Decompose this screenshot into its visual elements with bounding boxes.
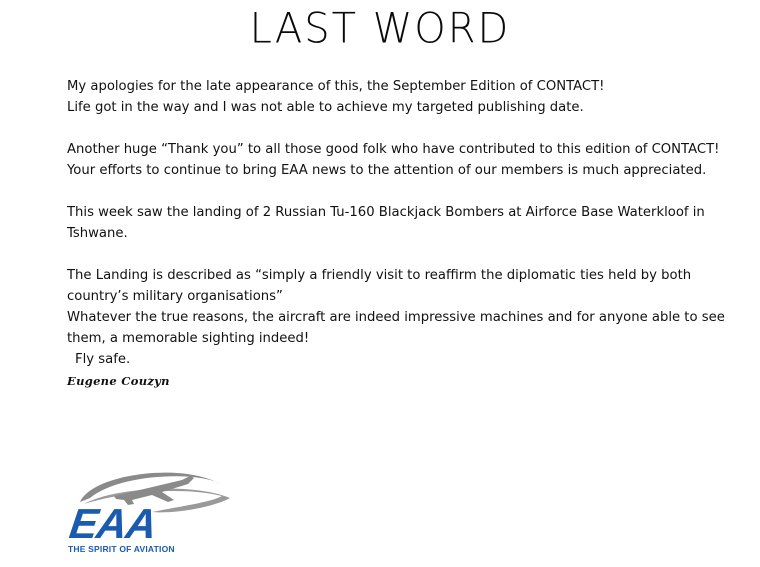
paragraph-visit [67, 265, 747, 392]
text-line: My apologies for the late appearance of this, the September Edition of CONTACT! [67, 79, 605, 94]
paragraph-thanks [67, 139, 747, 181]
text-line: country’s military organisations” [67, 289, 283, 304]
letter-body [67, 76, 747, 392]
text-line: Tshwane. [67, 226, 128, 241]
signature: Eugene Couzyn [67, 374, 170, 388]
paragraph-landing [67, 202, 747, 244]
text-line: Your efforts to continue to bring EAA news to the attention of our members is much appreciated. [67, 163, 707, 178]
logo-tagline: THE SPIRIT OF AVIATION [68, 544, 175, 554]
text-line: The Landing is described as “simply a friendly visit to reaffirm the diplomatic ties held by both [67, 268, 692, 283]
text-line: them, a memorable sighting indeed! [67, 331, 310, 346]
text-line: Another huge “Thank you” to all those good folk who have contributed to this edition of CONTACT! [67, 142, 720, 157]
text-line: Whatever the true reasons, the aircraft are indeed impressive machines and for anyone able to see [67, 310, 725, 325]
text-line: Life got in the way and I was not able to achieve my targeted publishing date. [67, 100, 584, 115]
logo-wordmark: EAA [66, 500, 160, 547]
page-title: LAST WORD [249, 4, 511, 54]
text-line: This week saw the landing of 2 Russian Tu-160 Blackjack Bombers at Airforce Base Waterkloof in [67, 205, 705, 220]
closing-line: Fly safe. [75, 352, 131, 367]
eaa-logo [62, 462, 237, 562]
paragraph-apology [67, 76, 747, 118]
